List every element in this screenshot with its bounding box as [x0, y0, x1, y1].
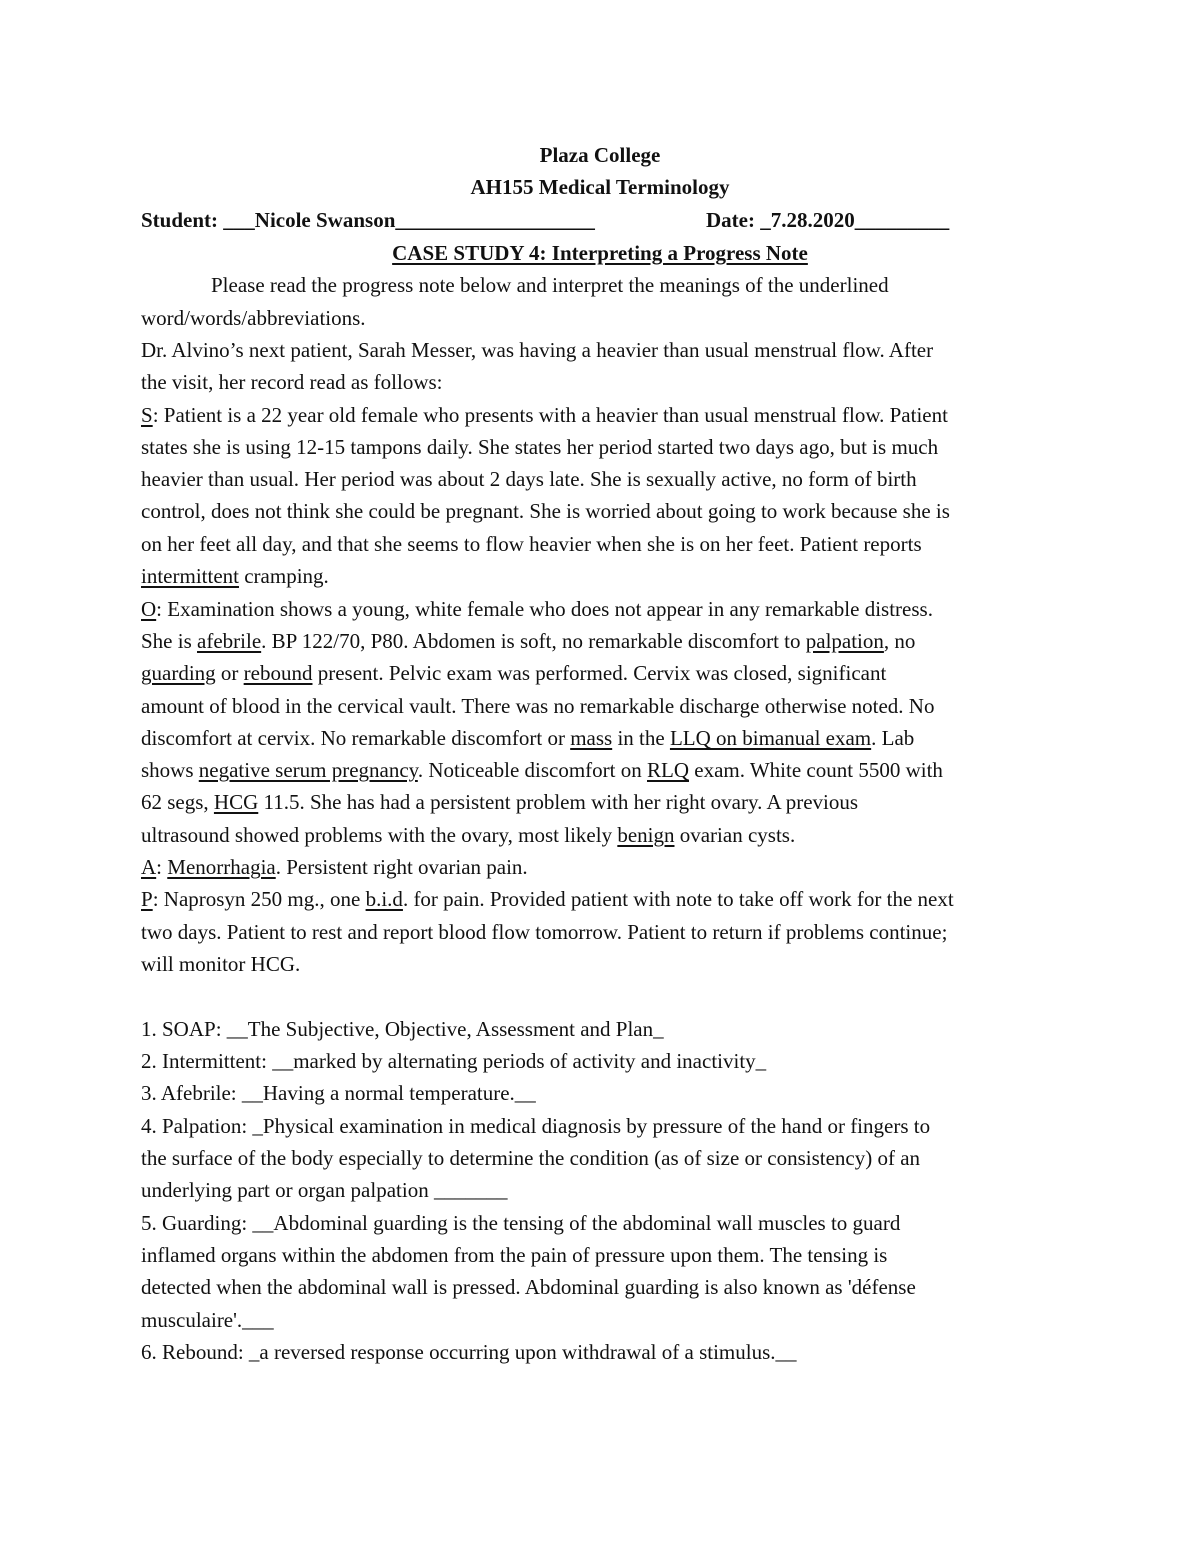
- underlined-term: palpation: [805, 629, 884, 653]
- objective-line: 62 segs, HCG 11.5. She has had a persistent problem with her right ovary. A previous: [141, 790, 859, 814]
- answer-guarding: detected when the abdominal wall is pressed. Abdominal guarding is also known as 'défense: [141, 1275, 916, 1299]
- objective-line: ultrasound showed problems with the ovary, most likely benign ovarian cysts.: [141, 823, 796, 847]
- underlined-term: Menorrhagia: [167, 855, 276, 879]
- subjective-line: on her feet all day, and that she seems to flow heavier when she is on her feet. Patient reports: [141, 532, 922, 556]
- student-label: Student:: [141, 208, 219, 232]
- date-line: [706, 208, 949, 233]
- course-title: AH155 Medical Terminology: [470, 175, 730, 199]
- intro-line: word/words/abbreviations.: [141, 306, 366, 330]
- soap-letter-p: P: [141, 887, 153, 911]
- answer-palpation: underlying part or organ palpation _______: [141, 1178, 508, 1202]
- soap-letter-s: S: [141, 403, 153, 427]
- objective-line: guarding or rebound present. Pelvic exam was performed. Cervix was closed, significant: [141, 661, 887, 685]
- answer-rebound: 6. Rebound: _a reversed response occurring upon withdrawal of a stimulus.__: [141, 1340, 797, 1364]
- intro-line: Please read the progress note below and interpret the meanings of the underlined: [211, 273, 889, 297]
- answer-palpation: the surface of the body especially to determine the condition (as of size or consistency) of an: [141, 1146, 921, 1170]
- plan-line: P: Naprosyn 250 mg., one b.i.d. for pain. Provided patient with note to take off work for the next: [141, 887, 954, 911]
- answer-intermittent: 2. Intermittent: __marked by alternating periods of activity and inactivity_: [141, 1049, 767, 1073]
- answer-afebrile: 3. Afebrile: __Having a normal temperature.__: [141, 1081, 536, 1105]
- objective-line: She is afebrile. BP 122/70, P80. Abdomen is soft, no remarkable discomfort to palpation, no: [141, 629, 916, 653]
- college-name: Plaza College: [539, 143, 661, 167]
- underlined-term: LLQ on bimanual exam: [669, 726, 872, 750]
- underlined-term: b.i.d: [365, 887, 403, 911]
- answer-soap: 1. SOAP: __The Subjective, Objective, Assessment and Plan_: [141, 1017, 664, 1041]
- intro-line: Dr. Alvino’s next patient, Sarah Messer, was having a heavier than usual menstrual flow. After: [141, 338, 934, 362]
- underlined-term: RLQ: [647, 758, 689, 782]
- underlined-term: afebrile: [197, 629, 262, 653]
- objective-line: O: Examination shows a young, white female who does not appear in any remarkable distress.: [141, 597, 933, 621]
- subjective-line: S: Patient is a 22 year old female who presents with a heavier than usual menstrual flow. Patient: [141, 403, 948, 427]
- assessment-line: A: Menorrhagia. Persistent right ovarian pain.: [141, 855, 528, 879]
- answer-palpation: 4. Palpation: _Physical examination in medical diagnosis by pressure of the hand or fingers to: [141, 1114, 931, 1138]
- subjective-line: control, does not think she could be pregnant. She is worried about going to work because she is: [141, 499, 950, 523]
- underlined-term: intermittent: [141, 564, 239, 588]
- underlined-term: HCG: [213, 790, 259, 814]
- plan-line: will monitor HCG.: [141, 952, 301, 976]
- student-line: [141, 208, 595, 233]
- soap-letter-o: O: [141, 597, 157, 621]
- underlined-term: rebound: [243, 661, 313, 685]
- answer-guarding: 5. Guarding: __Abdominal guarding is the tensing of the abdominal wall muscles to guard: [141, 1211, 901, 1235]
- student-name: ___Nicole Swanson___________________: [223, 208, 595, 232]
- date-label: Date:: [706, 208, 755, 232]
- soap-letter-a: A: [141, 855, 157, 879]
- intro-line: the visit, her record read as follows:: [141, 370, 443, 394]
- case-study-title: CASE STUDY 4: Interpreting a Progress Note: [392, 241, 808, 265]
- underlined-term: mass: [570, 726, 613, 750]
- subjective-line: heavier than usual. Her period was about 2 days late. She is sexually active, no form of birth: [141, 467, 917, 491]
- objective-line: shows negative serum pregnancy. Noticeable discomfort on RLQ exam. White count 5500 with: [141, 758, 943, 782]
- objective-line: amount of blood in the cervical vault. There was no remarkable discharge otherwise noted. No: [141, 694, 935, 718]
- subjective-line: states she is using 12-15 tampons daily. She states her period started two days ago, but is much: [141, 435, 939, 459]
- answer-guarding: musculaire'.___: [141, 1308, 274, 1332]
- answer-guarding: inflamed organs within the abdomen from the pain of pressure upon them. The tensing is: [141, 1243, 888, 1267]
- underlined-term: benign: [617, 823, 675, 847]
- underlined-term: guarding: [141, 661, 216, 685]
- plan-line: two days. Patient to rest and report blood flow tomorrow. Patient to return if problems continue;: [141, 920, 948, 944]
- date-value: _7.28.2020_________: [760, 208, 950, 232]
- objective-line: discomfort at cervix. No remarkable discomfort or mass in the LLQ on bimanual exam. Lab: [141, 726, 915, 750]
- underlined-term: negative serum pregnancy: [198, 758, 418, 782]
- subjective-line: intermittent cramping.: [141, 564, 329, 588]
